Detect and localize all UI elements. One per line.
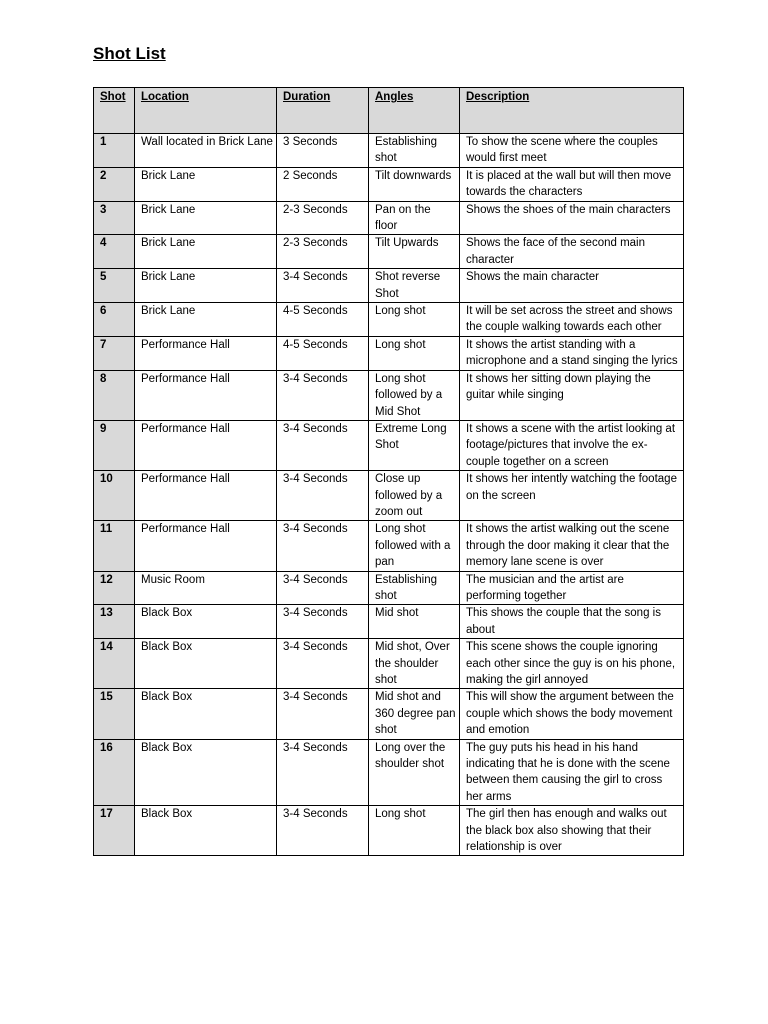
description-cell: It shows her intently watching the footage on the screen — [460, 471, 684, 521]
duration-cell: 4-5 Seconds — [277, 336, 369, 370]
location-cell: Black Box — [135, 739, 277, 806]
description-cell: It shows the artist standing with a microphone and a stand singing the lyrics — [460, 336, 684, 370]
description-cell: This scene shows the couple ignoring each other since the guy is on his phone, making the girl annoyed — [460, 639, 684, 689]
table-row — [94, 521, 684, 571]
location-cell: Black Box — [135, 806, 277, 856]
angle-cell: Tilt Upwards — [369, 235, 460, 269]
angle-cell: Close up followed by a zoom out — [369, 471, 460, 521]
duration-cell: 3-4 Seconds — [277, 471, 369, 521]
table-row — [94, 739, 684, 806]
location-cell: Black Box — [135, 605, 277, 639]
description-cell: It shows her sitting down playing the guitar while singing — [460, 370, 684, 420]
angle-cell: Mid shot, Over the shoulder shot — [369, 639, 460, 689]
shot-number-cell: 1 — [94, 134, 135, 168]
angle-cell: Long shot — [369, 806, 460, 856]
shot-number-cell: 13 — [94, 605, 135, 639]
angle-cell: Mid shot — [369, 605, 460, 639]
column-header-duration: Duration — [277, 88, 369, 134]
table-row — [94, 471, 684, 521]
location-cell: Performance Hall — [135, 370, 277, 420]
angle-cell: Establishing shot — [369, 571, 460, 605]
document-title: Shot List — [93, 44, 166, 63]
description-cell: It shows a scene with the artist looking at footage/pictures that involve the ex-couple together on a screen — [460, 420, 684, 470]
column-header-description: Description — [460, 88, 684, 134]
shot-number-cell: 5 — [94, 269, 135, 303]
description-cell: To show the scene where the couples would first meet — [460, 134, 684, 168]
shot-number-cell: 2 — [94, 167, 135, 201]
shot-number-cell: 9 — [94, 420, 135, 470]
shot-number-cell: 4 — [94, 235, 135, 269]
table-row — [94, 269, 684, 303]
table-row — [94, 201, 684, 235]
shot-number-cell: 7 — [94, 336, 135, 370]
shot-number-cell: 10 — [94, 471, 135, 521]
angle-cell: Long shot — [369, 336, 460, 370]
description-cell: The girl then has enough and walks out the black box also showing that their relationship is over — [460, 806, 684, 856]
angle-cell: Establishing shot — [369, 134, 460, 168]
description-cell: It is placed at the wall but will then move towards the characters — [460, 167, 684, 201]
table-row — [94, 235, 684, 269]
location-cell: Performance Hall — [135, 471, 277, 521]
duration-cell: 3 Seconds — [277, 134, 369, 168]
shot-number-cell: 8 — [94, 370, 135, 420]
description-cell: The guy puts his head in his hand indicating that he is done with the scene between them causing the girl to cross her arms — [460, 739, 684, 806]
table-row — [94, 806, 684, 856]
duration-cell: 4-5 Seconds — [277, 303, 369, 337]
table-row — [94, 605, 684, 639]
angle-cell: Long shot followed with a pan — [369, 521, 460, 571]
shot-list-table — [93, 87, 684, 856]
shot-number-cell: 17 — [94, 806, 135, 856]
table-row — [94, 167, 684, 201]
shot-number-cell: 3 — [94, 201, 135, 235]
duration-cell: 3-4 Seconds — [277, 269, 369, 303]
angle-cell: Long over the shoulder shot — [369, 739, 460, 806]
angle-cell: Long shot followed by a Mid Shot — [369, 370, 460, 420]
angle-cell: Shot reverse Shot — [369, 269, 460, 303]
location-cell: Black Box — [135, 689, 277, 739]
description-cell: The musician and the artist are performing together — [460, 571, 684, 605]
angle-cell: Extreme Long Shot — [369, 420, 460, 470]
column-header-location: Location — [135, 88, 277, 134]
duration-cell: 3-4 Seconds — [277, 370, 369, 420]
location-cell: Performance Hall — [135, 420, 277, 470]
description-cell: This will show the argument between the couple which shows the body movement and emotion — [460, 689, 684, 739]
angle-cell: Pan on the floor — [369, 201, 460, 235]
duration-cell: 3-4 Seconds — [277, 521, 369, 571]
duration-cell: 3-4 Seconds — [277, 420, 369, 470]
location-cell: Brick Lane — [135, 269, 277, 303]
table-row — [94, 370, 684, 420]
shot-number-cell: 12 — [94, 571, 135, 605]
duration-cell: 3-4 Seconds — [277, 605, 369, 639]
location-cell: Brick Lane — [135, 167, 277, 201]
column-header-angles: Angles — [369, 88, 460, 134]
description-cell: Shows the face of the second main character — [460, 235, 684, 269]
angle-cell: Mid shot and 360 degree pan shot — [369, 689, 460, 739]
duration-cell: 2-3 Seconds — [277, 235, 369, 269]
duration-cell: 3-4 Seconds — [277, 571, 369, 605]
location-cell: Black Box — [135, 639, 277, 689]
location-cell: Brick Lane — [135, 303, 277, 337]
location-cell: Brick Lane — [135, 235, 277, 269]
duration-cell: 2 Seconds — [277, 167, 369, 201]
table-row — [94, 420, 684, 470]
description-cell: Shows the main character — [460, 269, 684, 303]
shot-number-cell: 11 — [94, 521, 135, 571]
table-row — [94, 336, 684, 370]
column-header-shot: Shot — [94, 88, 135, 134]
duration-cell: 3-4 Seconds — [277, 806, 369, 856]
duration-cell: 3-4 Seconds — [277, 639, 369, 689]
description-cell: It will be set across the street and shows the couple walking towards each other — [460, 303, 684, 337]
table-header-row — [94, 88, 684, 134]
table-row — [94, 571, 684, 605]
table-row — [94, 689, 684, 739]
shot-number-cell: 15 — [94, 689, 135, 739]
description-cell: Shows the shoes of the main characters — [460, 201, 684, 235]
location-cell: Performance Hall — [135, 336, 277, 370]
table-row — [94, 303, 684, 337]
location-cell: Brick Lane — [135, 201, 277, 235]
description-cell: It shows the artist walking out the scene through the door making it clear that the memory lane scene is over — [460, 521, 684, 571]
location-cell: Wall located in Brick Lane — [135, 134, 277, 168]
angle-cell: Tilt downwards — [369, 167, 460, 201]
shot-number-cell: 6 — [94, 303, 135, 337]
table-row — [94, 134, 684, 168]
shot-number-cell: 14 — [94, 639, 135, 689]
angle-cell: Long shot — [369, 303, 460, 337]
location-cell: Music Room — [135, 571, 277, 605]
description-cell: This shows the couple that the song is about — [460, 605, 684, 639]
duration-cell: 3-4 Seconds — [277, 739, 369, 806]
shot-number-cell: 16 — [94, 739, 135, 806]
table-row — [94, 639, 684, 689]
duration-cell: 3-4 Seconds — [277, 689, 369, 739]
location-cell: Performance Hall — [135, 521, 277, 571]
duration-cell: 2-3 Seconds — [277, 201, 369, 235]
table-body — [94, 134, 684, 856]
